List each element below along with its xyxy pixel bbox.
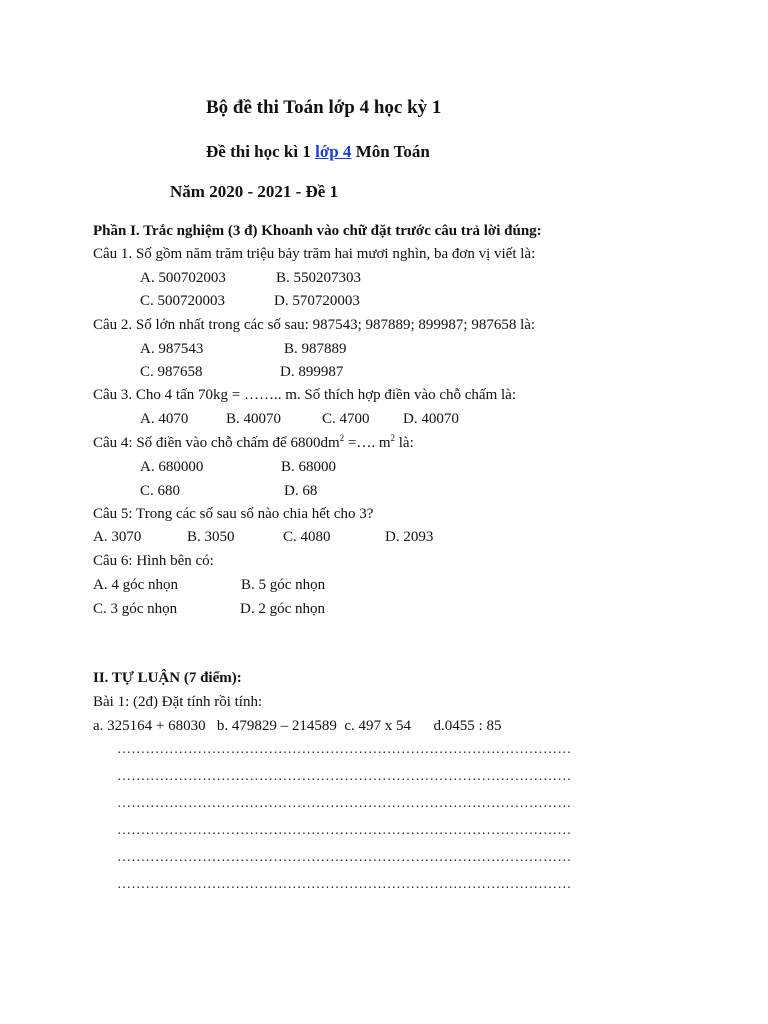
q3-option-d: D. 40070	[403, 411, 459, 427]
q3-option-c: C. 4700	[322, 411, 370, 427]
q4-text-after: là:	[395, 435, 414, 451]
q5-option-b: B. 3050	[187, 529, 235, 545]
q4-text-middle: =…. m	[344, 435, 391, 451]
q6-option-b: B. 5 góc nhọn	[241, 577, 326, 593]
q4-superscript-1: 2	[339, 433, 345, 443]
question-3: Câu 3. Cho 4 tấn 70kg = …….. m. Số thích hợp điền vào chỗ chấm là:	[93, 387, 517, 403]
question-4	[93, 434, 414, 452]
answer-line: ……………………………………………………………………………………	[117, 769, 572, 784]
q6-option-d: D. 2 góc nhọn	[240, 601, 325, 617]
q5-option-c: C. 4080	[283, 529, 331, 545]
answer-line: ……………………………………………………………………………………	[117, 796, 572, 811]
exercise-1-operations: a. 325164 + 68030 b. 479829 – 214589 c. 497 x 54 d.0455 : 85	[93, 718, 502, 734]
q4-option-c: C. 680	[140, 483, 181, 499]
q6-option-a: A. 4 góc nhọn	[93, 577, 178, 593]
part2-heading: II. TỰ LUẬN (7 điểm):	[93, 670, 242, 686]
exercise-1: Bài 1: (2đ) Đặt tính rồi tính:	[93, 694, 263, 710]
answer-line: ……………………………………………………………………………………	[117, 742, 572, 757]
q2-option-b: B. 987889	[284, 341, 347, 357]
q5-option-a: A. 3070	[93, 529, 142, 545]
answer-line: ……………………………………………………………………………………	[117, 850, 572, 865]
q6-option-c: C. 3 góc nhọn	[93, 601, 178, 617]
q5-option-d: D. 2093	[385, 529, 434, 545]
q2-option-a: A. 987543	[140, 341, 204, 357]
answer-line: ……………………………………………………………………………………	[117, 823, 572, 838]
q1-option-a: A. 500702003	[140, 270, 226, 286]
q3-option-b: B. 40070	[226, 411, 282, 427]
q2-option-c: C. 987658	[140, 364, 203, 380]
q4-option-a: A. 680000	[140, 459, 204, 475]
question-6: Câu 6: Hình bên có:	[93, 553, 214, 569]
grade-link[interactable]: lớp 4	[315, 142, 352, 161]
q4-option-b: B. 68000	[281, 459, 337, 475]
year-line: Năm 2020 - 2021 - Đề 1	[170, 182, 339, 201]
q4-text-before: Câu 4: Số điền vào chỗ chấm để 6800dm	[93, 435, 340, 451]
subtitle-suffix: Môn Toán	[351, 142, 430, 161]
subtitle-prefix: Đề thi học kì 1	[206, 142, 316, 161]
document-title: Bộ đề thi Toán lớp 4 học kỳ 1	[206, 97, 442, 118]
q3-option-a: A. 4070	[140, 411, 189, 427]
question-1: Câu 1. Số gồm năm trăm triệu bảy trăm hai mươi nghìn, ba đơn vị viết là:	[93, 246, 536, 262]
question-5: Câu 5: Trong các số sau số nào chia hết cho 3?	[93, 506, 374, 522]
part1-heading: Phần I. Trắc nghiệm (3 đ) Khoanh vào chữ đặt trước câu trả lời đúng:	[93, 223, 542, 239]
question-2: Câu 2. Số lớn nhất trong các số sau: 987543; 987889; 899987; 987658 là:	[93, 317, 536, 333]
q1-option-b: B. 550207303	[276, 270, 362, 286]
q2-option-d: D. 899987	[280, 364, 344, 380]
document-subtitle	[206, 142, 430, 162]
answer-line: ……………………………………………………………………………………	[117, 877, 572, 892]
q1-option-d: D. 570720003	[274, 293, 360, 309]
q1-option-c: C. 500720003	[140, 293, 226, 309]
q4-option-d: D. 68	[284, 483, 318, 499]
q4-superscript-2: 2	[390, 433, 396, 443]
